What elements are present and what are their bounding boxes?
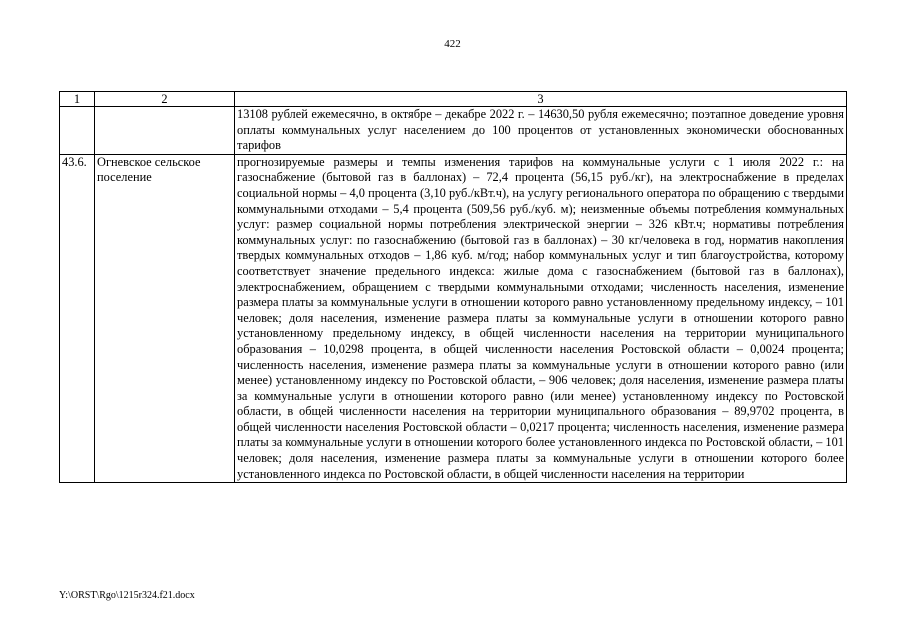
row-name-cell: Огневское сельское поселение <box>95 154 235 482</box>
header-cell-2: 2 <box>95 92 235 107</box>
header-cell-1: 1 <box>60 92 95 107</box>
row-name-cell <box>95 107 235 155</box>
row-text-cell: прогнозируемые размеры и темпы изменения тарифов на коммунальные услуги с 1 июля 2022 г.: на газоснабжение (бытовой газ в баллонах) – 72,4 процента (56,15 руб./кг), на электроснабжение в пределах социальной нормы – 4,0 процента (3,10 руб./кВт.ч), на услугу регионального оператора по обращению с твердыми коммунальными отходами – 5,4 процента (509,56 руб./куб. м); неизменные объемы потребления коммунальных услуг: размер социальной нормы потребления электрической энергии – 326 кВт.ч; нормативы потребления коммунальных услуг: по газоснабжению (бытовой газ в баллонах) – 30 кг/человека в год, норматив накопления твердых коммунальных отходов – 1,86 куб. м/год; набор коммунальных услуг и тип благоустройства, которому соответствует значение предельного индекса: жилые дома с газоснабжением (бытовой газ в баллонах), электроснабжением, обращением с твердыми коммунальными отходами; численность населения, изменение размера платы за коммунальные услуги в отношении которого равно установленному предельному индексу, – 101 человек; доля населения, изменение размера платы за коммунальные услуги в отношении которого равно установленному предельному индексу, в общей численности населения на территории муниципального образования – 10,0298 процента, в общей численности населения Ростовской области – 0,0024 процента; численность населения, изменение размера платы за коммунальные услуги в отношении которого равно (или менее) установленному индексу по Ростовской области, – 906 человек; доля населения, изменение размера платы за коммунальные услуги в отношении которого равно (или менее) установленному индексу по Ростовской области, в общей численности населения на территории муниципального образования – 89,9702 процента, в общей численности населения Ростовской области – 0,0217 процента; численность населения, изменение размера платы за коммунальные услуги в отношении которого более установленного индекса по Ростовской области, – 101 человек; доля населения, изменение размера платы за коммунальные услуги в отношении которого более установленного индекса по Ростовской области, в общей численности населения на территории <box>235 154 847 482</box>
table-row <box>60 154 847 482</box>
page-number: 422 <box>444 38 461 50</box>
file-path-footer: Y:\ORST\Rgo\1215r324.f21.docx <box>59 590 195 601</box>
document-table <box>59 91 847 483</box>
header-cell-3: 3 <box>235 92 847 107</box>
row-number-cell <box>60 107 95 155</box>
row-number-cell: 43.6. <box>60 154 95 482</box>
table-row <box>60 107 847 155</box>
table-header-row <box>60 92 847 107</box>
row-text-cell: 13108 рублей ежемесячно, в октябре – декабре 2022 г. – 14630,50 рубля ежемесячно; поэтапное доведение уровня оплаты коммунальных услуг населением до 100 процентов от установленных экономически обоснованных тарифов <box>235 107 847 155</box>
